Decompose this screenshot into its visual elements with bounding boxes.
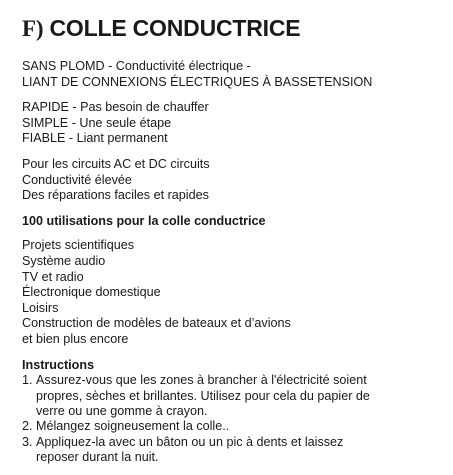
uses-list xyxy=(22,238,446,347)
feature-item xyxy=(22,100,446,116)
intro-block xyxy=(22,59,446,90)
features-block xyxy=(22,100,446,147)
feature-text: - Liant permanent xyxy=(65,131,168,146)
feature-label: SIMPLE xyxy=(22,115,69,130)
uses-heading: 100 utilisations pour la colle conductrice xyxy=(22,213,266,228)
benefit-item: Conductivité élevée xyxy=(22,172,132,187)
instructions-heading: Instructions xyxy=(22,357,95,372)
instruction-step xyxy=(22,373,446,419)
benefit-item: Des réparations faciles et rapides xyxy=(22,188,209,203)
step-line: propres, sèches et brillantes. Utilisez pour cela du papier de xyxy=(36,388,370,403)
feature-text: - Une seule étape xyxy=(68,115,172,130)
intro-line-2: LIANT DE CONNEXIONS ÉLECTRIQUES À BASSETENSION xyxy=(22,74,373,89)
step-number: 1. xyxy=(22,373,33,388)
intro-line-1: SANS PLOMD - Conductivité électrique - xyxy=(22,59,251,73)
step-line: Mélangez soigneusement la colle.. xyxy=(36,419,230,434)
feature-item xyxy=(22,131,446,147)
step-line: reposer durant la nuit. xyxy=(36,450,159,465)
use-item: Électronique domestique xyxy=(22,285,161,300)
use-item: TV et radio xyxy=(22,269,84,284)
feature-text: - Pas besoin de chauffer xyxy=(68,100,209,115)
step-text xyxy=(36,419,229,434)
benefits-block xyxy=(22,157,446,204)
step-number: 3. xyxy=(22,434,33,449)
page-title xyxy=(22,14,446,43)
use-item: Projets scientifiques xyxy=(22,238,134,253)
use-item: Construction de modèles de bateaux et d’avions xyxy=(22,316,291,331)
step-line: Appliquez-la avec un bâton ou un pic à dents et laissez xyxy=(36,434,344,449)
title-text: COLLE CONDUCTRICE xyxy=(49,15,301,41)
step-number: 2. xyxy=(22,419,33,434)
use-item: et bien plus encore xyxy=(22,331,129,346)
step-text xyxy=(36,435,343,466)
step-text xyxy=(36,373,370,419)
instruction-step xyxy=(22,435,446,466)
step-line: verre ou une gomme à crayon. xyxy=(36,403,208,418)
feature-label: RAPIDE xyxy=(22,100,69,115)
instruction-step xyxy=(22,419,446,434)
use-item: Système audio xyxy=(22,253,106,268)
benefit-item: Pour les circuits AC et DC circuits xyxy=(22,156,210,171)
section-letter: F) xyxy=(22,16,44,41)
use-item: Loisirs xyxy=(22,300,59,315)
feature-item xyxy=(22,116,446,132)
step-line: Assurez-vous que les zones à brancher à l'électricité soient xyxy=(36,373,367,388)
feature-label: FIABLE xyxy=(22,131,66,146)
instructions-list xyxy=(22,373,446,465)
document-page xyxy=(22,14,446,466)
